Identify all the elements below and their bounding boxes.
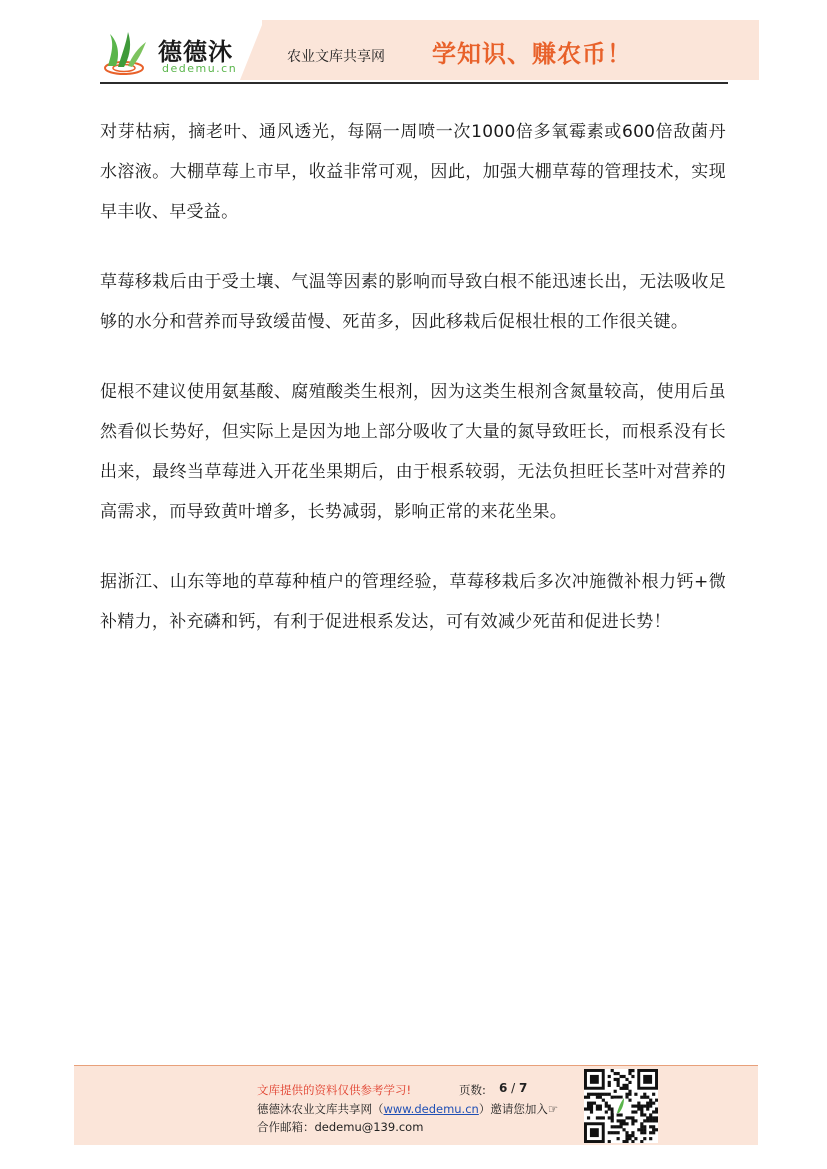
header-slogan: 学知识、赚农币！ xyxy=(432,39,632,68)
page-header xyxy=(0,0,827,90)
page-count-label: 页数: xyxy=(459,1083,486,1097)
footer-mail: 合作邮箱：dedemu@139.com xyxy=(257,1120,424,1134)
page-count xyxy=(499,1081,527,1095)
logo-name: 德德沐 xyxy=(158,38,233,66)
header-divider xyxy=(100,82,728,84)
bamboo-logo-icon xyxy=(100,30,156,80)
document-body xyxy=(100,112,726,672)
page-current: 6 xyxy=(499,1081,508,1095)
site-link[interactable]: www.dedemu.cn xyxy=(383,1102,479,1116)
paragraph: 据浙江、山东等地的草莓种植户的管理经验，草莓移栽后多次冲施微补根力钙+微补精力，补充磷和钙，有利于促进根系发达，可有效减少死苗和促进长势！ xyxy=(100,572,726,632)
paragraph: 对芽枯病，摘老叶、通风透光，每隔一周喷一次1000倍多氧霉素或600倍敌菌丹水溶液。大棚草莓上市早，收益非常可观，因此，加强大棚草莓的管理技术，实现早丰收、早受益。 xyxy=(100,122,726,222)
qr-code-icon xyxy=(584,1069,658,1143)
page-separator: / xyxy=(507,1081,520,1095)
paragraph: 草莓移栽后由于受土壤、气温等因素的影响而导致白根不能迅速长出，无法吸收足够的水分和营养而导致缓苗慢、死苗多，因此移栽后促根壮根的工作很关键。 xyxy=(100,272,726,332)
footer-site-suffix: ）邀请您加入☞ xyxy=(478,1102,559,1116)
footer-site-prefix: 德德沐农业文库共享网（ xyxy=(257,1102,384,1116)
footer-site-line xyxy=(257,1101,558,1117)
paragraph: 促根不建议使用氨基酸、腐殖酸类生根剂，因为这类生根剂含氮量较高，使用后虽然看似长势好，但实际上是因为地上部分吸收了大量的氮导致旺长，而根系没有长出来，最终当草莓进入开花坐果期后，由于根系较弱，无法负担旺长茎叶对营养的高需求，而导致黄叶增多，长势减弱，影响正常的来花坐果。 xyxy=(100,382,726,522)
page-total: 7 xyxy=(519,1081,528,1095)
logo-domain: dedemu.cn xyxy=(162,62,238,75)
header-site-name: 农业文库共享网 xyxy=(287,49,385,65)
footer-divider xyxy=(74,1065,758,1066)
qr-code[interactable] xyxy=(584,1069,658,1143)
page-footer xyxy=(74,1065,758,1145)
footer-notice: 文库提供的资料仅供参考学习! xyxy=(257,1083,412,1097)
site-logo[interactable] xyxy=(100,30,260,80)
